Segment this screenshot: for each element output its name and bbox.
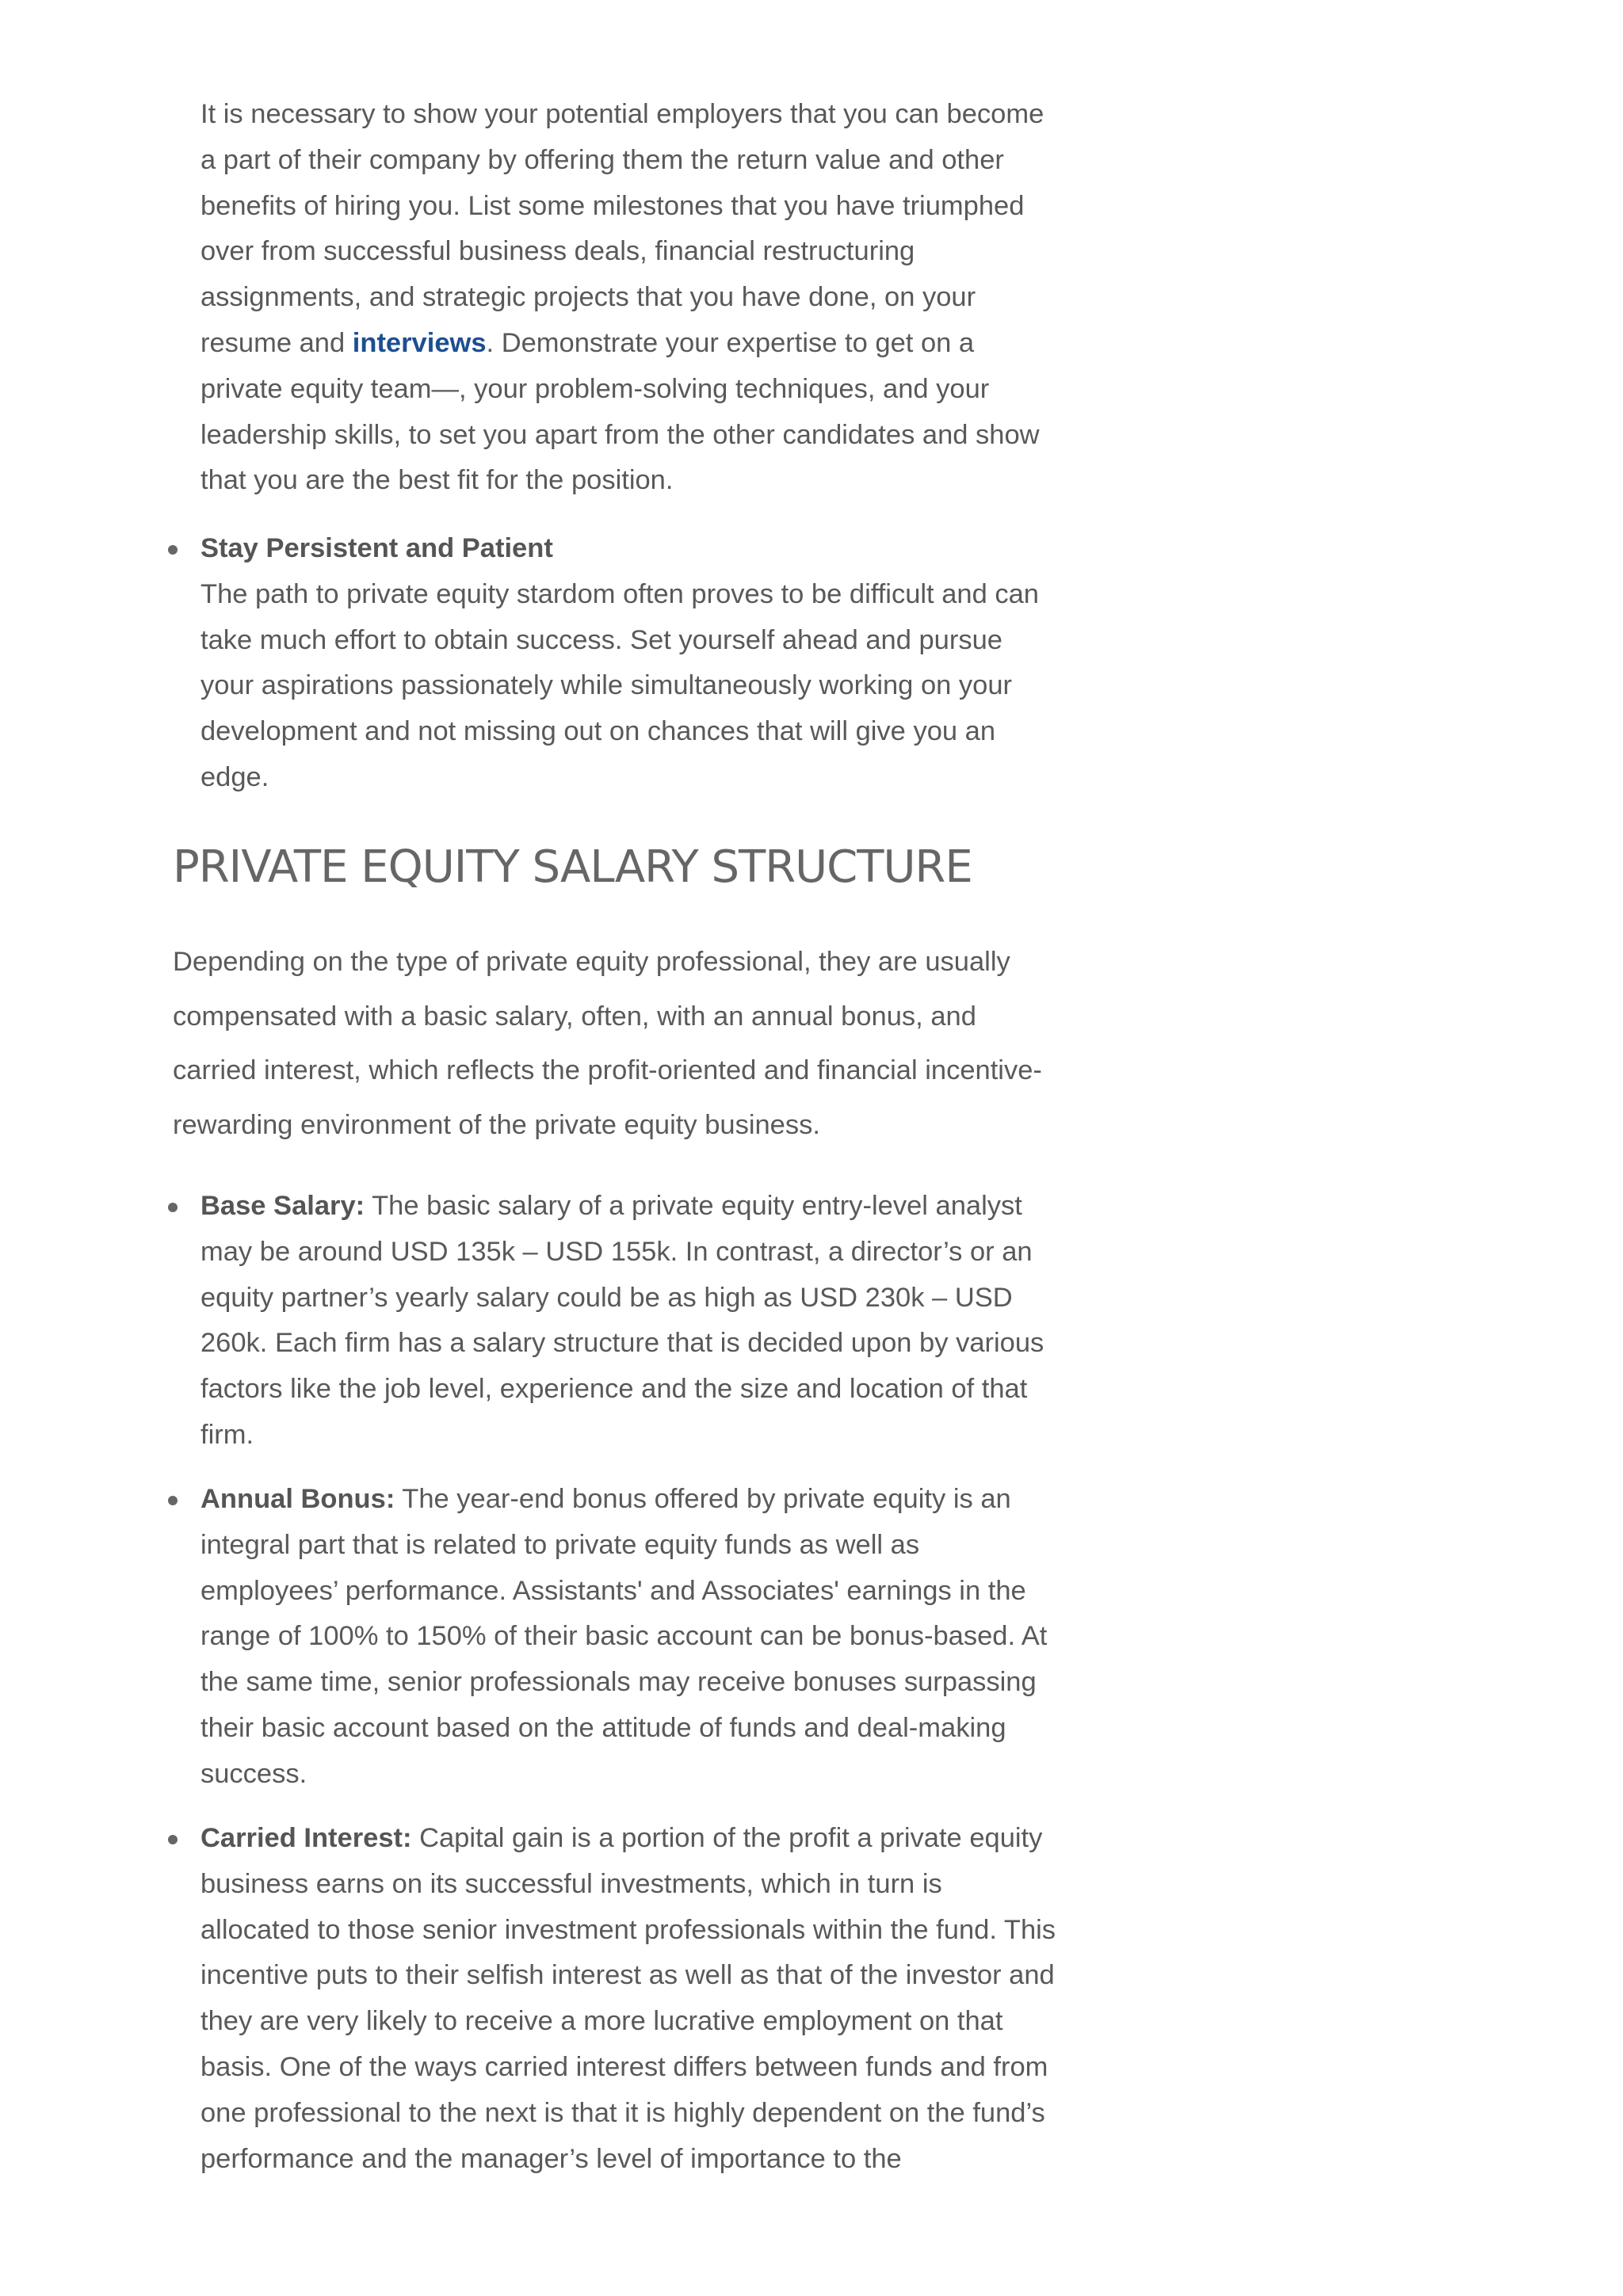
persistent-body: The path to private equity stardom often proves to be difficult and can take much effort to obtain success. Set yourself ahead and pursue your aspirations passionately while simultaneously working on your development and not missing out on chances that will give you an edge.	[200, 578, 1039, 792]
intro-text-before-link: It is necessary to show your potential employers that you can become a part of their company by offering them the return value and other benefits of hiring you. List some milestones that you have triumphed over from successful business deals, financial restructuring assignments, and strategic projects that you have done, on your resume and	[200, 99, 1044, 358]
intro-text-after-link: . Demonstrate your expertise to get on a private equity team—, your problem-solving techniques, and your leadership skills, to set you apart from the other candidates and show that you are the best fit for the position.	[200, 327, 1040, 496]
persistent-title: Stay Persistent and Patient	[200, 533, 553, 563]
list-item-persistent	[200, 526, 1056, 801]
section-lead-paragraph: Depending on the type of private equity professional, they are usually compensated with a basic salary, often, with an annual bonus, and carried interest, which reflects the profit-oriented and financial incentive-rewarding environment of the private equity business.	[173, 947, 1042, 1140]
carried-interest-label: Carried Interest:	[200, 1823, 412, 1853]
annual-bonus-label: Annual Bonus:	[200, 1484, 395, 1514]
section-heading: PRIVATE EQUITY SALARY STRUCTURE	[173, 841, 972, 893]
base-salary-text: The basic salary of a private equity entry-level analyst may be around USD 135k – USD 155k. In contrast, a director’s or an equity partner’s yearly salary could be as high as USD 230k – USD 260k. Each firm has a salary structure that is decided upon by various factors like the job level, experience and the size and location of that firm.	[200, 1191, 1044, 1450]
interviews-link[interactable]: interviews	[352, 327, 487, 358]
list-item-carried-interest	[200, 1816, 1056, 2182]
bullet-icon	[168, 1835, 178, 1844]
list-item-annual-bonus	[200, 1477, 1056, 1798]
annual-bonus-text: The year-end bonus offered by private equity is an integral part that is related to private equity funds as well as employees’ performance. Assistants' and Associates' earnings in the range of 100% to 150% of their basic account can be bonus-based. At the same time, senior professionals may receive bonuses surpassing their basic account based on the attitude of funds and deal-making success.	[200, 1484, 1048, 1789]
bullet-icon	[168, 1496, 178, 1505]
bullet-icon	[168, 545, 178, 555]
list-item-base-salary	[200, 1184, 1056, 1459]
intro-paragraph	[200, 92, 1056, 504]
carried-interest-text: Capital gain is a portion of the profit a private equity business earns on its successful investments, which in turn is allocated to those senior investment professionals within the fund. This incentive puts to their selfish interest as well as that of the investor and they are very likely to receive a more lucrative employment on that basis. One of the ways carried interest differs between funds and from one professional to the next is that it is highly dependent on the fund’s performance and the manager’s level of importance to the	[200, 1823, 1056, 2174]
bullet-icon	[168, 1203, 178, 1212]
base-salary-label: Base Salary:	[200, 1191, 365, 1221]
